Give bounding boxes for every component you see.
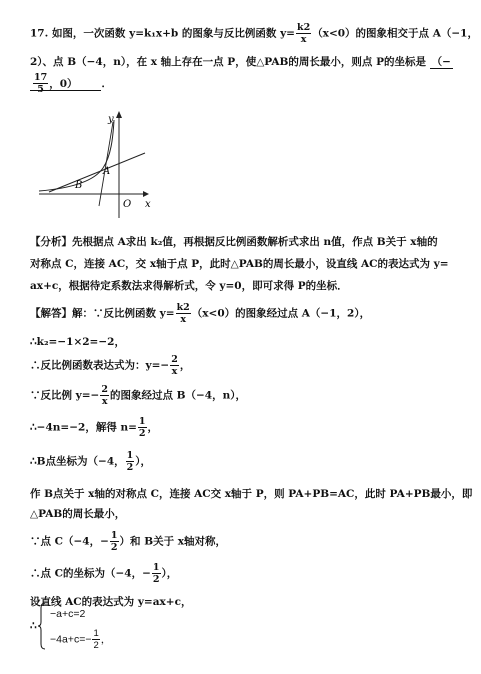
line-ac xyxy=(99,122,113,206)
fraction: $\frac{2}{x}$ xyxy=(101,384,108,407)
fraction: $\frac{1}{2}$ xyxy=(138,416,146,439)
system-equation-1: −a+c=2 xyxy=(50,608,86,620)
fraction: $\frac{2}{x}$ xyxy=(171,354,178,377)
therefore-symbol: ∴ xyxy=(30,620,37,632)
function-graph-figure xyxy=(35,108,165,220)
solution-line-2: ∴k₂=−1×2=−2， xyxy=(30,336,125,348)
fraction: $\frac{1}{2}$ xyxy=(152,562,160,585)
fraction: $\frac{1}{2}$ xyxy=(93,628,99,651)
analysis-line-1: 【分析】先根据点 A求出 k₂值，再根据反比例函数解析式求出 n值，作点 B关于 x轴的 xyxy=(30,236,438,248)
answer-blank: （− xyxy=(431,56,451,68)
y-axis-arrow xyxy=(116,111,122,118)
fraction: $\frac{17}{5}$ xyxy=(34,72,48,95)
point-a-label: A xyxy=(103,166,111,177)
problem-number: 17. xyxy=(30,27,49,40)
answer-blank-continued: $\frac{17}{5}$ ，0） xyxy=(30,78,101,91)
solution-line-5: ∴−4n=−2，解得 n= $\frac{1}{2}$ ， xyxy=(30,416,159,439)
fraction: $\frac{k2}{x}$ xyxy=(176,302,190,325)
point-b-label: B xyxy=(75,180,83,191)
solution-line-1: 【解答】解：∵反比例函数 y= $\frac{k2}{x}$ （x<0）的图象经过点 A（−1，2）， xyxy=(30,302,371,325)
solution-line-6: ∴B点坐标为（−4， $\frac{1}{2}$ ）， xyxy=(30,450,152,473)
solution-line-11: 设直线 AC的表达式为 y=ax+c， xyxy=(30,596,192,608)
solution-line-10: ∴点 C的坐标为（−4，− $\frac{1}{2}$ ）， xyxy=(30,562,178,585)
analysis-line-2: 对称点 C，连接 AC，交 x轴于点 P，此时△PAB的周长最小，设直线 AC的表达式为 y= xyxy=(30,258,449,270)
origin-label: O xyxy=(123,199,132,210)
x-axis-arrow xyxy=(143,191,149,197)
fraction: $\frac{1}{2}$ xyxy=(110,530,118,553)
solution-line-7: 作 B点关于 x轴的对称点 C，连接 AC交 x轴于 P，则 PA+PB=AC，此时 PA+PB最小，即 xyxy=(30,488,473,500)
problem-line-3: $\frac{17}{5}$ ，0） ． xyxy=(30,72,112,95)
fraction: $\frac{k2}{x}$ xyxy=(296,22,311,45)
problem-line-1: 17. 如图，一次函数 y=k₁x+b 的图象与反比例函数 y= $\frac{k2}{x}$ （x<0）的图象相交于点 A（−1， xyxy=(30,22,478,45)
solution-line-8: △PAB的周长最小， xyxy=(30,508,126,520)
linear-function-line xyxy=(49,153,145,192)
solution-line-4: ∵反比例 y=− $\frac{2}{x}$ 的图象经过点 B（−4，n）， xyxy=(30,384,247,407)
fraction: $\frac{1}{2}$ xyxy=(126,450,134,473)
solution-line-3: ∴反比例函数表达式为：y=− $\frac{2}{x}$ ， xyxy=(30,354,191,377)
problem-line-2: 2）、点 B（−4，n），在 x 轴上存在一点 P，使△PAB的周长最小，则点 P的坐标是 （− xyxy=(30,56,451,68)
solution-line-9: ∵点 C（−4，− $\frac{1}{2}$ ）和 B关于 x轴对称， xyxy=(30,530,226,553)
analysis-line-3: ax+c，根据待定系数法求得解析式，令 y=0，即可求得 P的坐标． xyxy=(30,280,348,292)
x-axis-label: x xyxy=(145,199,151,210)
y-axis-label: y xyxy=(108,114,114,125)
system-brace xyxy=(38,602,46,650)
system-equation-2: −4a+c=− $\frac{1}{2}$ ， xyxy=(50,628,112,651)
